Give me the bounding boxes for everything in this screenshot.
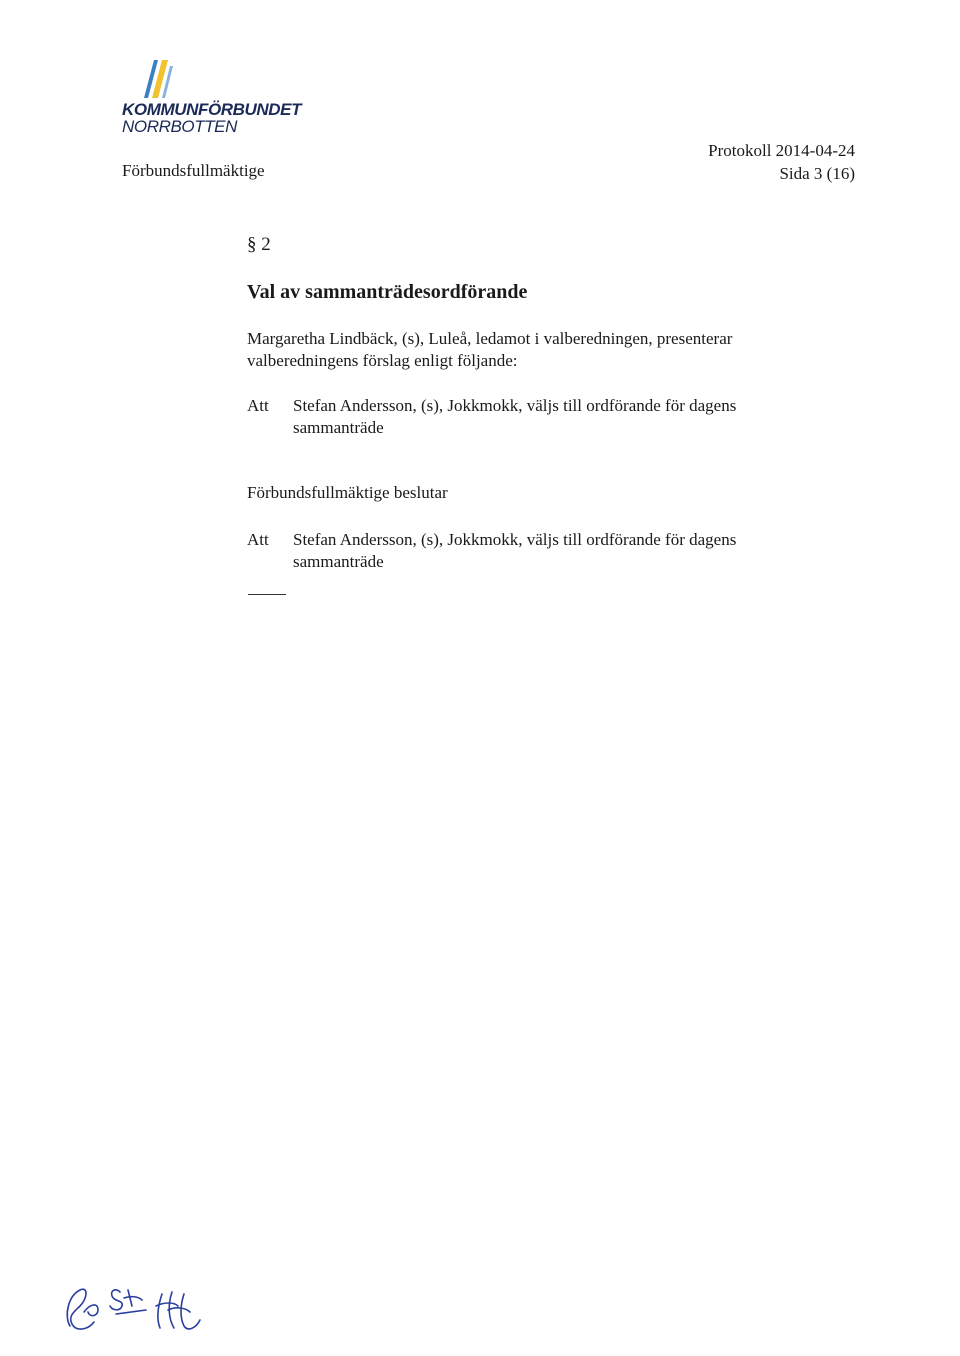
header-meta (708, 139, 855, 185)
page-number: Sida 3 (16) (779, 164, 855, 183)
proposal-line: Stefan Andersson, (s), Jokkmokk, väljs till ordförande för dagens (293, 396, 737, 415)
signature-initials (58, 1276, 218, 1336)
proposal-line: sammanträde (293, 418, 384, 437)
end-rule (248, 594, 286, 595)
protocol-date: Protokoll 2014-04-24 (708, 141, 855, 160)
decision-text (293, 529, 853, 573)
intro-line: Margaretha Lindbäck, (s), Luleå, ledamot i valberedningen, presenterar (247, 329, 733, 348)
proposal-label: Att (247, 396, 269, 415)
decision-line: Stefan Andersson, (s), Jokkmokk, väljs till ordförande för dagens (293, 530, 737, 549)
proposal-text (293, 395, 853, 439)
decision-line: sammanträde (293, 552, 384, 571)
document-body-name: Förbundsfullmäktige (122, 161, 265, 180)
intro-paragraph (247, 328, 847, 372)
section-number: § 2 (247, 234, 271, 255)
decision-heading: Förbundsfullmäktige beslutar (247, 483, 448, 502)
logo-name: KOMMUNFÖRBUNDET (122, 100, 302, 119)
logo-icon (140, 58, 180, 102)
decision-label: Att (247, 530, 269, 549)
section-title: Val av sammanträdesordförande (247, 281, 528, 303)
intro-line: valberedningens förslag enligt följande: (247, 351, 518, 370)
logo-region: NORRBOTTEN (122, 117, 238, 136)
